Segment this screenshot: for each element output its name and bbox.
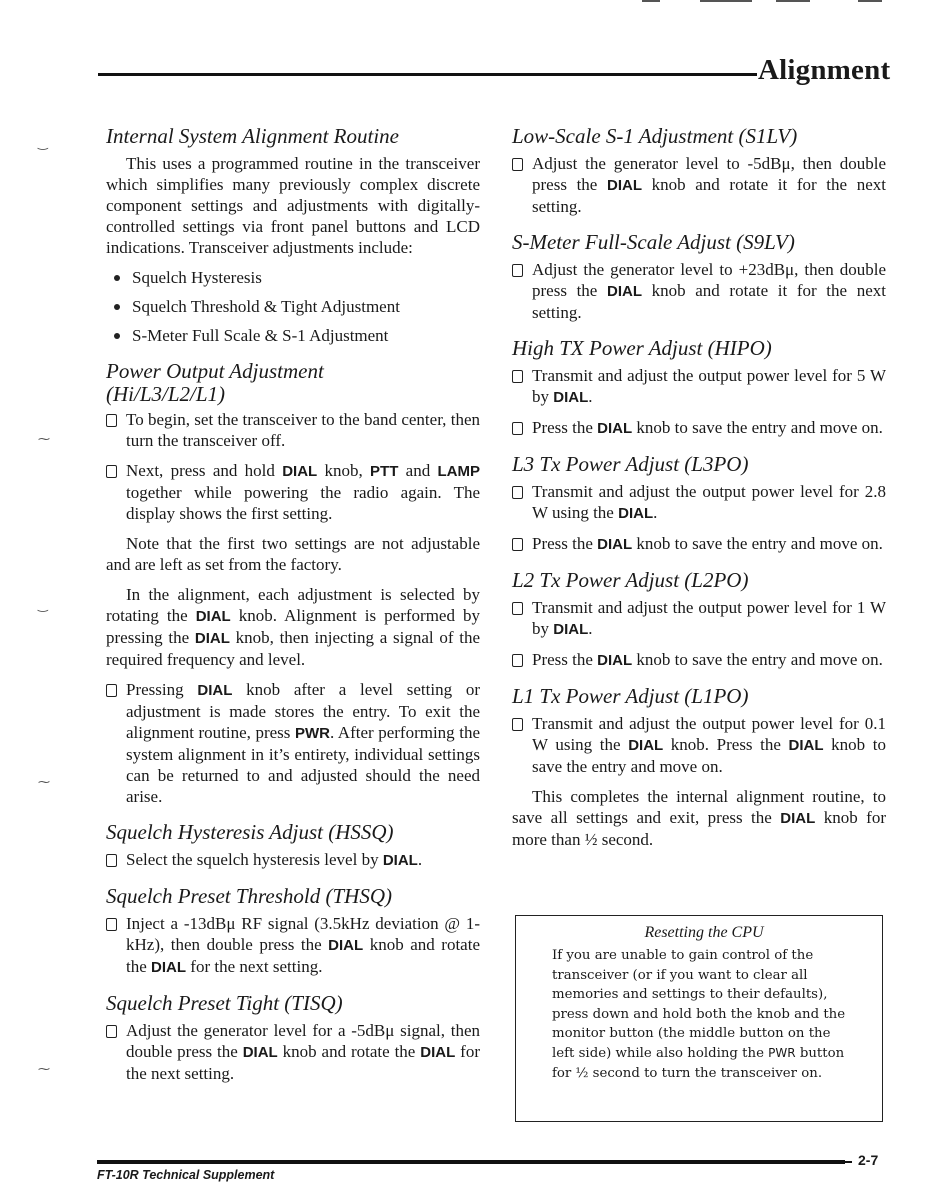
checkbox-icon (512, 370, 523, 383)
section-heading: S-Meter Full-Scale Adjust (S9LV) (512, 230, 795, 254)
note-body: If you are unable to gain control of the transceiver (or if you want to clear all memories and settings to their defaults), press down and hold both the knob and the monitor button (the middle button on the left side) while also holding the PWR button for ½ second to turn the transceiver on. (552, 948, 846, 1081)
checkbox-icon (512, 538, 523, 551)
footer-title: FT-10R Technical Supplement (97, 1168, 275, 1182)
checklist-item: Adjust the generator level to -5dBμ, then double press the DIAL knob and rotate it for the next setting. (512, 153, 886, 217)
checkbox-icon (512, 264, 523, 277)
margin-mark: ⁓ (38, 432, 50, 446)
checkbox-icon (512, 654, 523, 667)
checkbox-icon (512, 602, 523, 615)
bullet-icon (114, 275, 120, 281)
margin-mark: ⁓ (38, 775, 50, 789)
checkbox-icon (512, 486, 523, 499)
margin-mark: ⁓ (38, 1062, 50, 1076)
paragraph: In the alignment, each adjustment is selected by rotating the DIAL knob. Alignment is performed by pressing the DIAL knob, then injecting a signal of the required frequency and level. (106, 585, 480, 669)
bullet-icon (114, 333, 120, 339)
page-title: Alignment (758, 54, 891, 86)
checkbox-icon (106, 918, 117, 931)
header-rule-tip (745, 73, 757, 76)
section-heading: Internal System Alignment Routine (106, 124, 399, 148)
bullet-icon (114, 304, 120, 310)
footer-rule-tip (840, 1161, 852, 1163)
top-mark-1 (642, 0, 660, 2)
bullet-item: Squelch Threshold & Tight Adjustment (106, 296, 480, 317)
checklist-item: Pressing DIAL knob after a level setting or adjustment is made stores the entry. To exit the alignment routine, press PWR. After performing the system alignment in it’s entirety, individual settings can be returned to and adjusted should the need arise. (106, 679, 480, 807)
section-heading: L3 Tx Power Adjust (L3PO) (512, 452, 749, 476)
top-mark-3 (776, 0, 810, 2)
checklist-item: Press the DIAL knob to save the entry and move on. (512, 417, 886, 439)
checklist-item: Adjust the generator level to +23dBμ, then double press the DIAL knob and rotate it for the next setting. (512, 259, 886, 323)
right-column (512, 125, 886, 859)
page-number: 2-7 (858, 1152, 879, 1168)
margin-mark: ‿ (38, 136, 48, 150)
checklist-item: Transmit and adjust the output power level for 2.8 W using the DIAL. (512, 481, 886, 524)
section-heading: High TX Power Adjust (HIPO) (512, 336, 772, 360)
bullet-item: Squelch Hysteresis (106, 267, 480, 288)
checklist-item: Press the DIAL knob to save the entry and move on. (512, 649, 886, 671)
margin-mark: ‿ (38, 598, 48, 612)
checkbox-icon (512, 158, 523, 171)
reset-cpu-note (515, 915, 883, 1122)
section-heading: Power Output Adjustment (Hi/L3/L2/L1) (106, 359, 324, 406)
note-title: Resetting the CPU (644, 924, 764, 941)
section-heading: Squelch Preset Tight (TISQ) (106, 991, 343, 1015)
footer-rule (97, 1160, 845, 1164)
checklist-item: Transmit and adjust the output power level for 0.1 W using the DIAL knob. Press the DIAL knob to save the entry and move on. (512, 713, 886, 777)
checkbox-icon (512, 718, 523, 731)
header-rule (98, 73, 750, 76)
checklist-item: Adjust the generator level for a -5dBμ signal, then double press the DIAL knob and rotate the DIAL for the next setting. (106, 1020, 480, 1084)
section-heading: L2 Tx Power Adjust (L2PO) (512, 568, 749, 592)
paragraph: Note that the first two settings are not adjustable and are left as set from the factory. (106, 534, 480, 574)
top-mark-2 (700, 0, 752, 2)
section-heading: Low-Scale S-1 Adjustment (S1LV) (512, 124, 798, 148)
checklist-item: Press the DIAL knob to save the entry and move on. (512, 533, 886, 555)
checklist-item: Transmit and adjust the output power level for 5 W by DIAL. (512, 365, 886, 408)
checklist-item: Transmit and adjust the output power level for 1 W by DIAL. (512, 597, 886, 640)
section-heading: Squelch Preset Threshold (THSQ) (106, 884, 392, 908)
checkbox-icon (512, 422, 523, 435)
paragraph: This uses a programmed routine in the transceiver which simplifies many previously complex discrete component settings and adjustments with digitally-controlled settings via front panel buttons and LCD indications. Transceiver adjustments include: (106, 154, 480, 257)
bullet-item: S-Meter Full Scale & S-1 Adjustment (106, 325, 480, 346)
checkbox-icon (106, 854, 117, 867)
checklist-item: Inject a -13dBμ RF signal (3.5kHz deviation @ 1-kHz), then double press the DIAL knob and rotate the DIAL for the next setting. (106, 913, 480, 978)
top-mark-4 (858, 0, 882, 2)
checkbox-icon (106, 465, 117, 478)
paragraph: This completes the internal alignment routine, to save all settings and exit, press the DIAL knob for more than ½ second. (512, 787, 886, 849)
checklist-item: Select the squelch hysteresis level by DIAL. (106, 849, 480, 871)
checkbox-icon (106, 414, 117, 427)
checklist-item: Next, press and hold DIAL knob, PTT and LAMP together while powering the radio again. The display shows the first setting. (106, 460, 480, 524)
section-heading: L1 Tx Power Adjust (L1PO) (512, 684, 749, 708)
checkbox-icon (106, 684, 117, 697)
checklist-item: To begin, set the transceiver to the band center, then turn the transceiver off. (106, 409, 480, 451)
left-column (106, 125, 480, 1093)
section-heading: Squelch Hysteresis Adjust (HSSQ) (106, 820, 394, 844)
checkbox-icon (106, 1025, 117, 1038)
